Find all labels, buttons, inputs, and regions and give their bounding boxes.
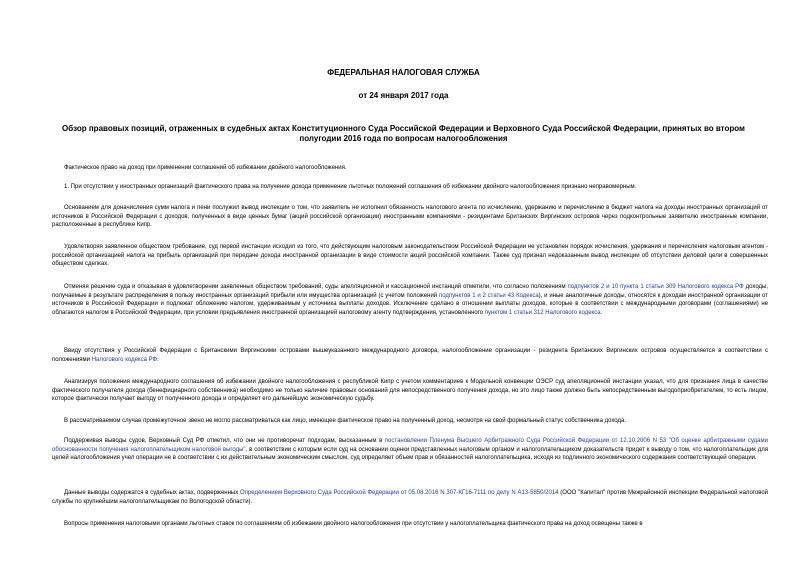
paragraph-5-text-2: . (157, 356, 159, 363)
link-art-43[interactable]: подпунктов 1 и 2 статьи 43 Кодекса (438, 292, 539, 299)
organization-name: ФЕДЕРАЛЬНАЯ НАЛОГОВАЯ СЛУЖБА (327, 68, 480, 77)
paragraph-4-text-1: Отменяя решение суда и отказывая в удовлетворении заявленных обществом требований, суды апелляционной и кассационной инстанций отметили, что согласно положениям (64, 284, 568, 290)
paragraph-9-text-2: (ООО "Капитал" против Межрайонной инспекции Федеральной налоговой службы по крупнейшим налогоплательщикам по Вологодской области). (52, 490, 769, 505)
paragraph-5-text-1: Ввиду отсутствия у Российской Федерации с Британскими Виргинскими островами вышеуказанного международного договора, налогообложение организации - резидента Британских Виргинских островов осуществляется в соответствии с положениями (52, 348, 768, 363)
paragraph-7: В рассматриваемом случае промежуточное звено не могло рассматриваться как лицо, имеющее фактическое право на полученный доход, несмотря на свой формальный статус собственника дохода. (64, 418, 627, 424)
link-tax-code[interactable]: Налогового кодекса РФ (91, 356, 158, 363)
paragraph-2: Основанием для доначисления сумм налога и пени послужил вывод инспекции о том, что заявитель не исполнил обязанность налогового агента по исчислению, удержанию и перечислению в бюджет налога на доходы иностранных организаций от источников в Российской Федерации с доходов, полученных в виде ценных бумаг (акций российской организации) иностранными компаниями - резидентами Британских Виргинских островов через подконтрольные заявителю иностранные компании, расположенные в республике Кипр. (52, 205, 768, 229)
link-supreme-court-ruling[interactable]: Определением Верховного Суда Российской Федерации от 05.08.2016 N 307-КГ16-7111 по делу N А13-5850/2014 (240, 490, 559, 496)
paragraph-5 (52, 347, 768, 364)
link-art-309[interactable]: подпунктов 2 и 10 пункта 1 статьи 309 Налогового кодекса РФ (567, 284, 744, 290)
paragraph-8 (52, 437, 768, 463)
paragraph-9 (52, 489, 768, 506)
paragraph-6: Анализируя положения международного соглашения об избежании двойного налогообложения с республикой Кипр с учетом комментариев к Модельной конвенции ОЭСР суд апелляционной инстанции указал, что для признания лица в качестве фактического получателя дохода (бенефициарного собственника) необходимо не только наличие правовых оснований для непосредственного получения дохода, но это лицо также должно быть непосредственным выгодоприобретателем, то есть лицом, которое фактически получает выгоду от полученного дохода и определяет его дальнейшую экономическую судьбу. (52, 379, 768, 403)
paragraph-3: Удовлетворяя заявленное обществом требование, суд первой инстанции исходил из того, что действующим налоговым законодательством Российской Федерации не установлен порядок исчисления, удержания и перечисления налоговым агентом - российской организацией налога на прибыль организаций при передаче дохода иностранной организации в виде стоимости акций российской компании. Также суд признал недоказанным вывод инспекции об отсутствии деловой цели в совершенных обществом сделках. (52, 244, 768, 268)
paragraph-4-text-4: . (600, 309, 603, 316)
paragraph-topic: Фактическое право на доход при применении соглашений об избежании двойного налогообложения. (64, 165, 347, 171)
paragraph-4-text-3: ), и иные аналогичные доходы, относятся к доходам иностранной организации от источников в Российской Федерации и подлежат обложению налогом, удерживаемым у источника выплаты доходов. Исключение сделано в отношении выплаты доходов, которые в соответствии с международными договорами (соглашениями) не облагаются налогом в Российской Федерации, при условии предъявления иностранной организацией налоговому агенту подтверждения, установленного (52, 292, 769, 316)
link-plenum-resolution[interactable]: постановлении Пленума Высшего Арбитражного Суда Российской Федерации от 12.10.2006 N 53 "Об оценке арбитражными судами обоснованности получения налогоплательщиком налоговой выгоды" (52, 438, 768, 453)
document-date: от 24 января 2017 года (358, 91, 449, 100)
paragraph-10: Вопросы применения налоговыми органами льготных ставок по соглашениям об избежании двойного налогообложения при отсутствии у налогоплательщика фактического права на доход освещены также в (64, 521, 643, 527)
paragraph-8-text-1: Поддерживая выводы судов, Верховный Суд РФ отметил, что они не противоречат подходам, высказанным в (64, 438, 385, 444)
paragraph-8-text-2: , в соответствии с которым если суд на основании оценки представленных налоговым органом и налогоплательщиком доказательств придет к выводу о том, что налогоплательщик для целей налогообложения учел операции не в соответствии с их действительным экономическим смыслом, суд определяет объем прав и обязанностей налогоплательщика, исходя из подлинного экономического содержания соответствующей операции. (52, 446, 769, 462)
document-title: Обзор правовых позиций, отраженных в судебных актах Конституционного Суда Российской Федерации и Верховного Суда Российской Федерации, принятых во втором полугодии 2016 года по вопросам налогообложения (62, 124, 745, 143)
paragraph-4-text-2: доходы, получаемые в результате распределения в пользу иностранных организаций прибыли или имущества организаций (с учетом положений (52, 284, 768, 299)
paragraph-4 (52, 283, 768, 317)
paragraph-1: 1. При отсутствии у иностранных организаций фактического права на получение дохода применение льготных положений соглашения об избежании двойного налогообложения признано неправомерным. (64, 184, 637, 190)
paragraph-9-text-1: Данные выводы содержатся в судебных актах, подверженных (64, 490, 241, 496)
link-art-312[interactable]: пунктом 1 статьи 312 Налогового кодекса (484, 309, 601, 316)
